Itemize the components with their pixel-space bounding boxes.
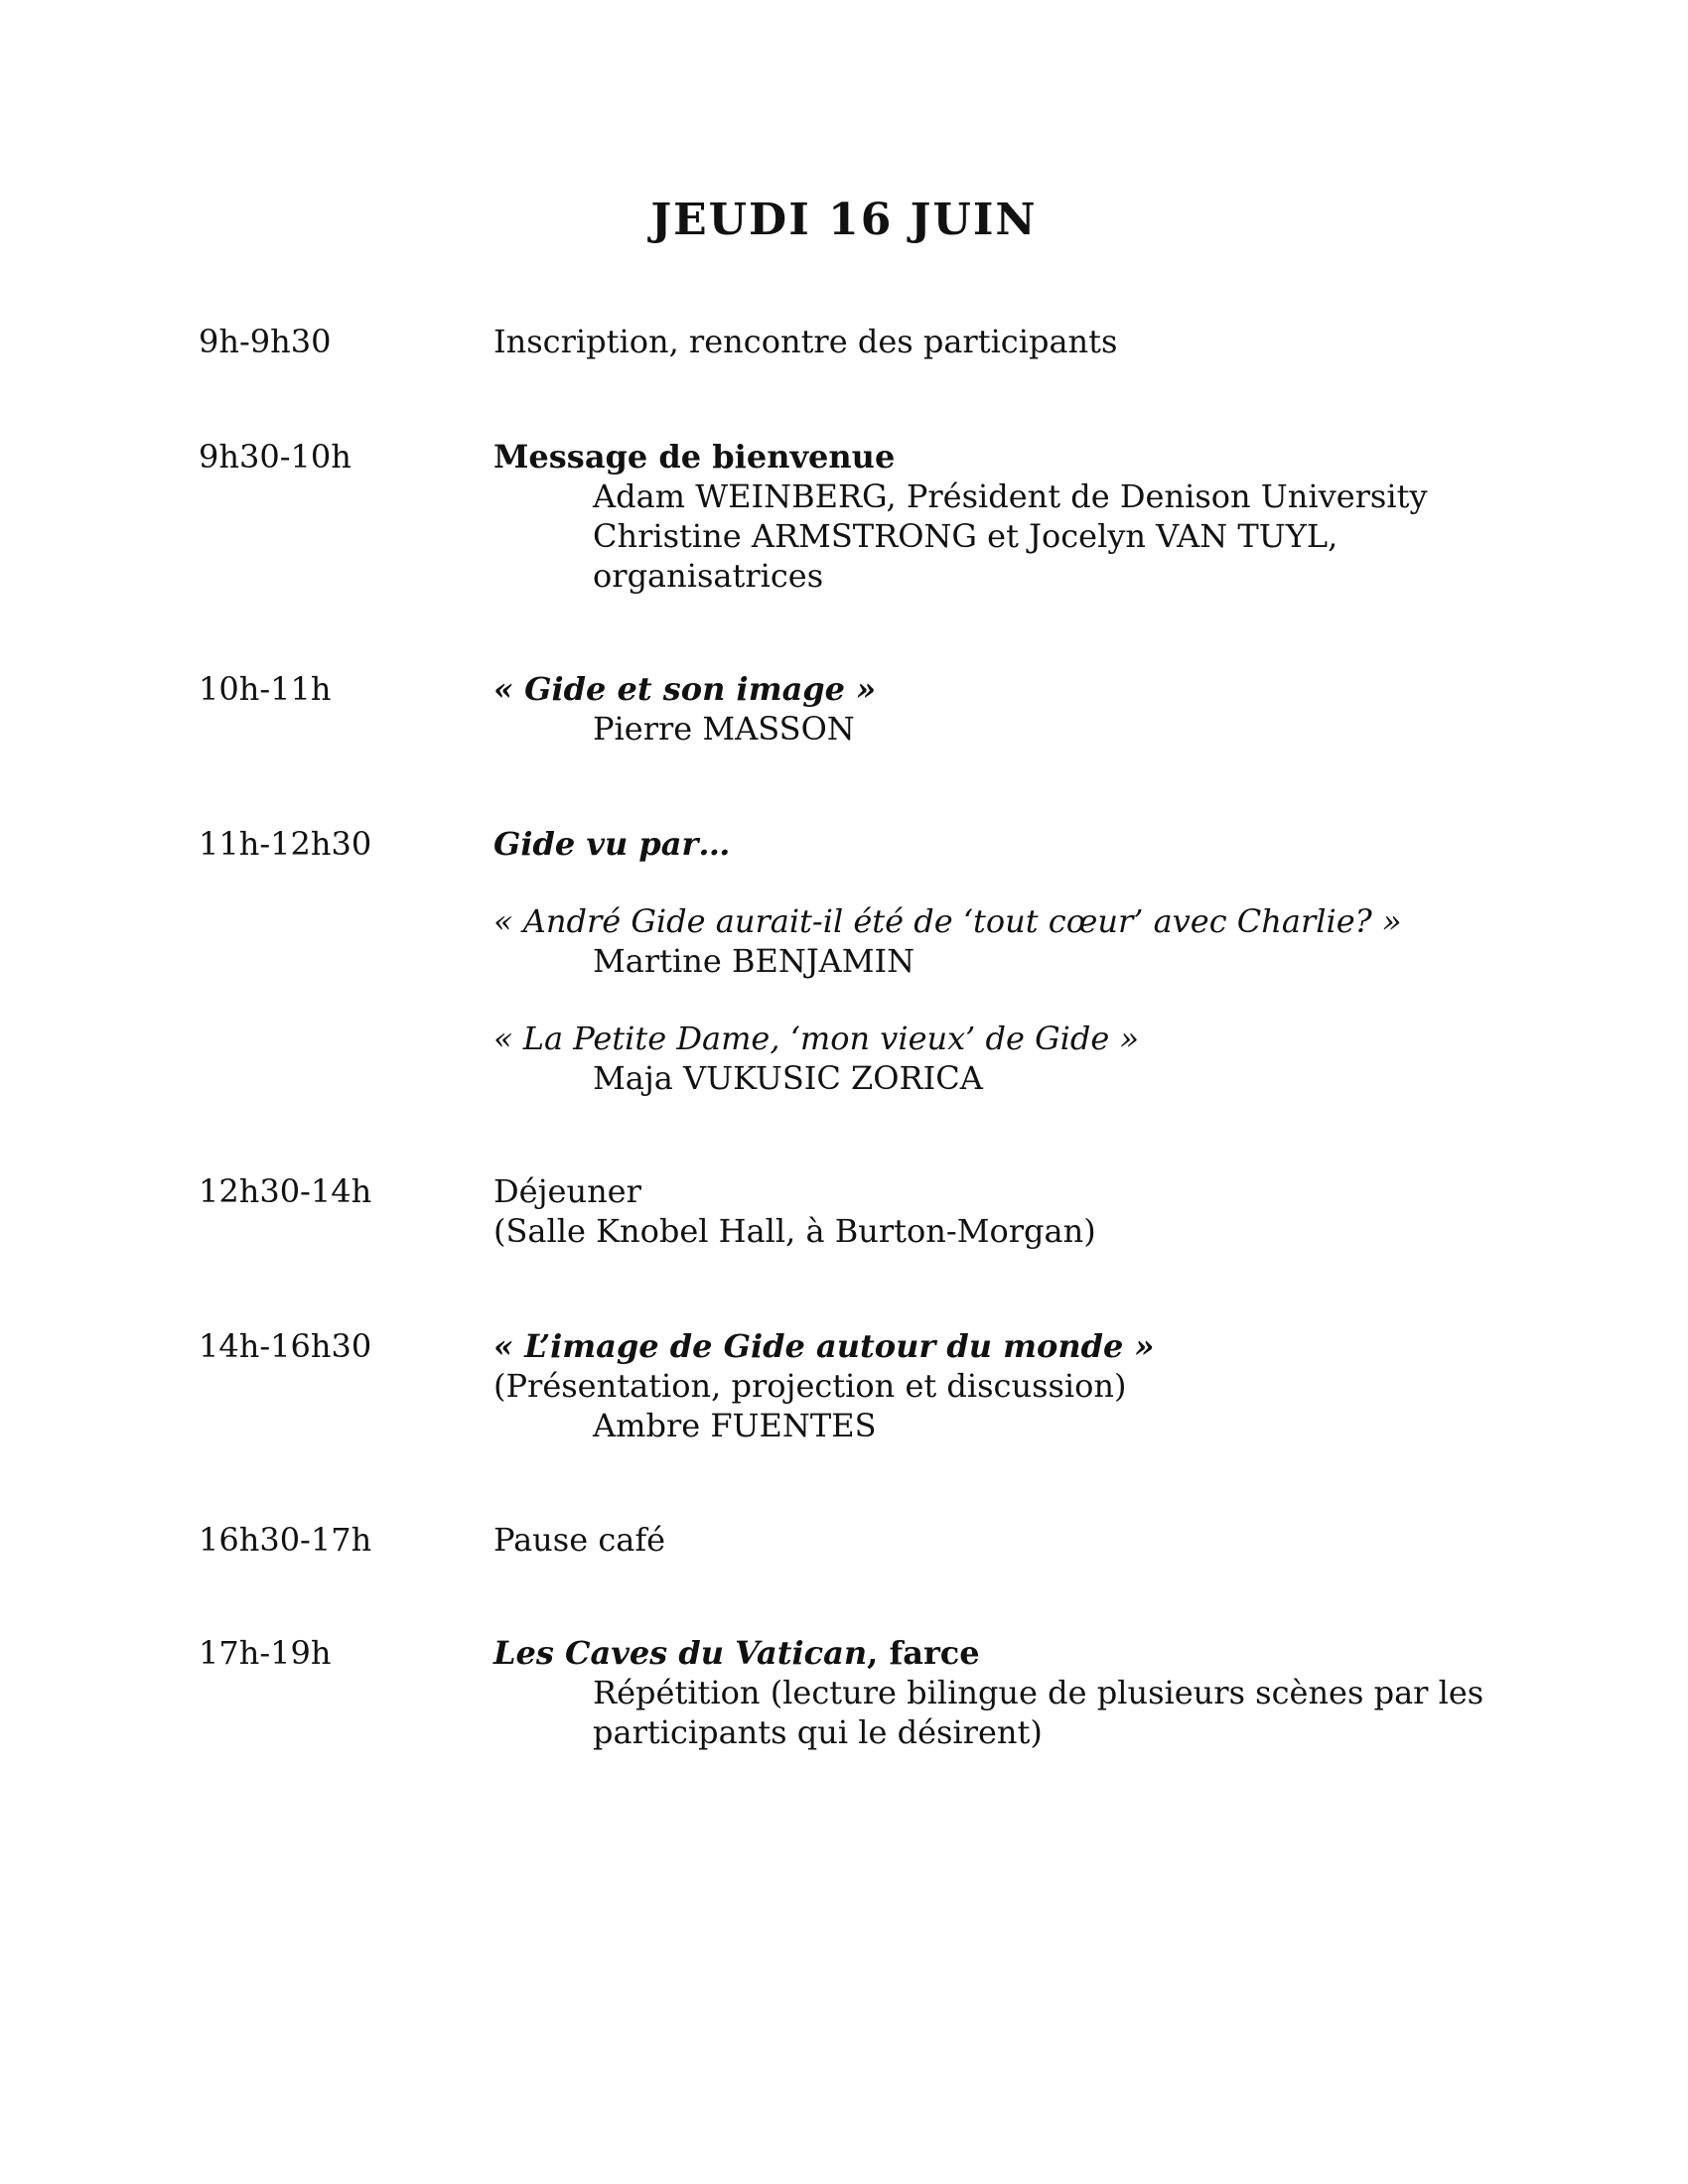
entry-time: 16h30-17h	[199, 1521, 372, 1559]
talk-speaker: Martine BENJAMIN	[593, 942, 915, 980]
entry-speaker: Adam WEINBERG, Président de Denison University	[593, 478, 1428, 515]
entry-heading: « Gide et son image »	[493, 670, 877, 708]
entry-speaker: organisatrices	[593, 557, 824, 595]
entry-note: (Salle Knobel Hall, à Burton-Morgan)	[493, 1212, 1096, 1250]
entry-content	[493, 1520, 1536, 1560]
entry-content	[493, 824, 1536, 1098]
entry-heading: Message de bienvenue	[493, 438, 896, 476]
talk-title: « La Petite Dame, ‘mon vieux’ de Gide »	[493, 1020, 1140, 1057]
talk-speaker: Maja VUKUSIC ZORICA	[593, 1059, 983, 1097]
entry-heading: Gide vu par…	[493, 825, 731, 863]
entry-note: (Présentation, projection et discussion)	[493, 1367, 1127, 1405]
entry-description: Répétition (lecture bilingue de plusieurs scènes par les	[593, 1674, 1484, 1711]
entry-text: Inscription, rencontre des participants	[493, 323, 1118, 360]
entry-heading: « L’image de Gide autour du monde »	[493, 1327, 1155, 1365]
entry-description: participants qui le désirent)	[593, 1713, 1043, 1751]
entry-text: Pause café	[493, 1521, 666, 1559]
entry-time: 9h30-10h	[199, 438, 352, 476]
play-title: Les Caves du Vatican	[493, 1634, 868, 1672]
talk-title: « André Gide aurait-il été de ‘tout cœur’ avec Charlie? »	[493, 902, 1402, 940]
entry-content	[493, 322, 1536, 361]
entry-time: 12h30-14h	[199, 1172, 372, 1210]
entry-time: 10h-11h	[199, 670, 332, 708]
entry-text: Déjeuner	[493, 1172, 641, 1210]
page-title: JEUDI 16 JUIN	[650, 195, 1038, 245]
entry-heading	[493, 1633, 1536, 1673]
entry-content	[493, 1633, 1536, 1752]
entry-content	[493, 437, 1536, 596]
entry-time: 14h-16h30	[199, 1327, 372, 1365]
entry-content	[493, 669, 1536, 749]
entry-content	[493, 1326, 1536, 1445]
entry-time: 9h-9h30	[199, 323, 332, 360]
entry-speaker: Ambre FUENTES	[593, 1407, 877, 1444]
play-genre: , farce	[867, 1634, 980, 1672]
entry-speaker: Christine ARMSTRONG et Jocelyn VAN TUYL,	[593, 517, 1338, 555]
entry-time: 11h-12h30	[199, 825, 372, 863]
entry-time: 17h-19h	[199, 1634, 332, 1672]
entry-content	[493, 1171, 1536, 1251]
entry-speaker: Pierre MASSON	[593, 710, 855, 748]
